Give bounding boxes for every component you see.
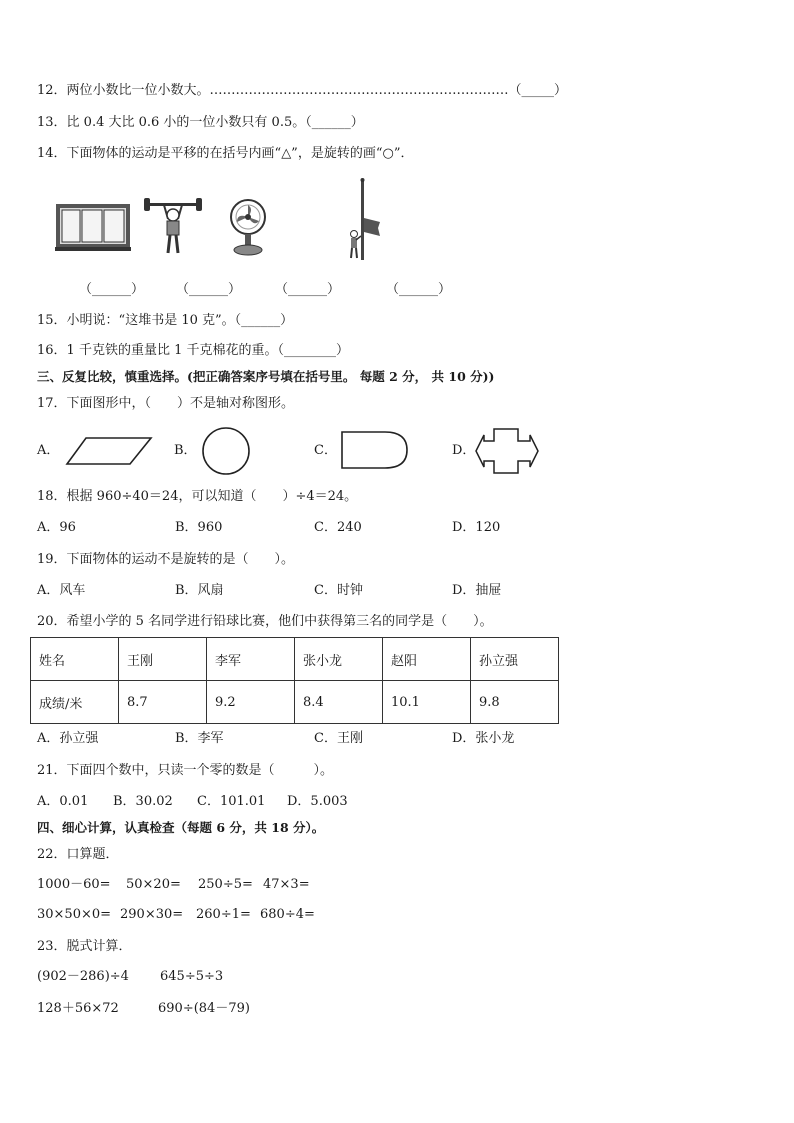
option-20-a[interactable]: A．孙立强 [37, 731, 99, 746]
option-21-d[interactable]: D．5.003 [287, 794, 348, 809]
answer-blank-1[interactable]: （______） [79, 282, 145, 297]
table-row [31, 681, 559, 724]
option-19-d[interactable]: D．抽屉 [452, 583, 502, 598]
answer-blank-2[interactable]: （______） [176, 282, 242, 297]
option-20-c[interactable]: C．王刚 [314, 731, 363, 746]
question-20: 20．希望小学的 5 名同学进行铅球比赛，他们中获得第三名的同学是（ ）。 [37, 614, 493, 629]
table-cell: 成绩/米 [31, 681, 119, 724]
question-15: 15．小明说：“这堆书是 10 克”。（______） [37, 313, 294, 328]
calc-item: 260÷1= [196, 907, 251, 922]
calc-item: 128＋56×72 [37, 1001, 119, 1016]
option-18-b[interactable]: B．960 [175, 520, 223, 535]
score-table [30, 637, 559, 724]
calc-item: 47×3= [263, 877, 310, 892]
calc-item: (902－286)÷4 [37, 969, 129, 984]
weightlifter-icon [142, 197, 204, 257]
circle-shape[interactable] [200, 427, 254, 475]
table-cell: 李军 [207, 638, 295, 681]
flag-raising-icon [342, 178, 386, 262]
option-17-b-label: B． [174, 443, 197, 458]
question-18: 18．根据 960÷40＝24，可以知道（ ）÷4＝24。 [37, 489, 358, 504]
question-12 [37, 82, 567, 100]
option-20-d[interactable]: D．张小龙 [452, 731, 515, 746]
question-17: 17．下面图形中，（ ）不是轴对称图形。 [37, 396, 295, 411]
table-cell: 孙立强 [471, 638, 559, 681]
table-cell: 9.2 [207, 681, 295, 724]
table-cell: 姓名 [31, 638, 119, 681]
window-sliding-icon [55, 203, 131, 251]
option-21-b[interactable]: B．30.02 [113, 794, 173, 809]
question-22: 22．口算题． [37, 847, 119, 862]
option-19-a[interactable]: A．风车 [37, 583, 86, 598]
option-21-a[interactable]: A．0.01 [37, 794, 89, 809]
calc-item: 690÷(84－79) [158, 1001, 250, 1016]
calc-item: 50×20= [126, 877, 181, 892]
table-cell: 10.1 [383, 681, 471, 724]
section-4-heading: 四、细心计算，认真检查（每题 6 分，共 18 分）。 [37, 820, 325, 835]
question-19: 19．下面物体的运动不是旋转的是（ ）。 [37, 552, 295, 567]
table-cell: 赵阳 [383, 638, 471, 681]
question-12-text: 12．两位小数比一位小数大。…………………………………………………………… [37, 83, 509, 98]
option-17-a-label: A． [37, 443, 60, 458]
question-14: 14．下面物体的运动是平移的在括号内画“△”，是旋转的画“○”． [37, 146, 414, 161]
option-20-b[interactable]: B．李军 [175, 731, 224, 746]
table-cell: 王刚 [119, 638, 207, 681]
answer-blank-3[interactable]: （______） [275, 282, 341, 297]
question-16: 16．1 千克铁的重量比 1 千克棉花的重。（________） [37, 343, 349, 358]
question-21: 21．下面四个数中，只读一个零的数是（ ）。 [37, 763, 334, 778]
option-21-c[interactable]: C．101.01 [197, 794, 266, 809]
calc-item: 645÷5÷3 [160, 969, 224, 984]
electric-fan-icon [226, 197, 270, 257]
question-23: 23．脱式计算． [37, 939, 132, 954]
question-13: 13．比 0.4 大比 0.6 小的一位小数只有 0.5。（______） [37, 115, 364, 130]
table-cell: 8.7 [119, 681, 207, 724]
table-row [31, 638, 559, 681]
option-19-c[interactable]: C．时钟 [314, 583, 363, 598]
calc-item: 250÷5= [198, 877, 253, 892]
parallelogram-shape[interactable] [65, 436, 153, 466]
option-18-d[interactable]: D．120 [452, 520, 501, 535]
option-18-a[interactable]: A．96 [37, 520, 76, 535]
bullet-shape[interactable] [340, 430, 410, 470]
question-12-answer[interactable]: （_____） [508, 83, 568, 98]
calc-item: 30×50×0= [37, 907, 112, 922]
answer-blank-4[interactable]: （______） [386, 282, 452, 297]
option-18-c[interactable]: C．240 [314, 520, 362, 535]
option-19-b[interactable]: B．风扇 [175, 583, 224, 598]
option-17-c-label: C． [314, 443, 337, 458]
calc-item: 1000－60= [37, 877, 111, 892]
section-3-heading: 三、反复比较，慎重选择。(把正确答案序号填在括号里。 每题 2 分， 共 10 分)) [37, 369, 495, 384]
calc-item: 680÷4= [260, 907, 315, 922]
calc-item: 290×30= [120, 907, 184, 922]
table-cell: 9.8 [471, 681, 559, 724]
double-arrow-cross-shape[interactable] [474, 427, 540, 475]
option-17-d-label: D． [452, 443, 476, 458]
table-cell: 8.4 [295, 681, 383, 724]
table-cell: 张小龙 [295, 638, 383, 681]
